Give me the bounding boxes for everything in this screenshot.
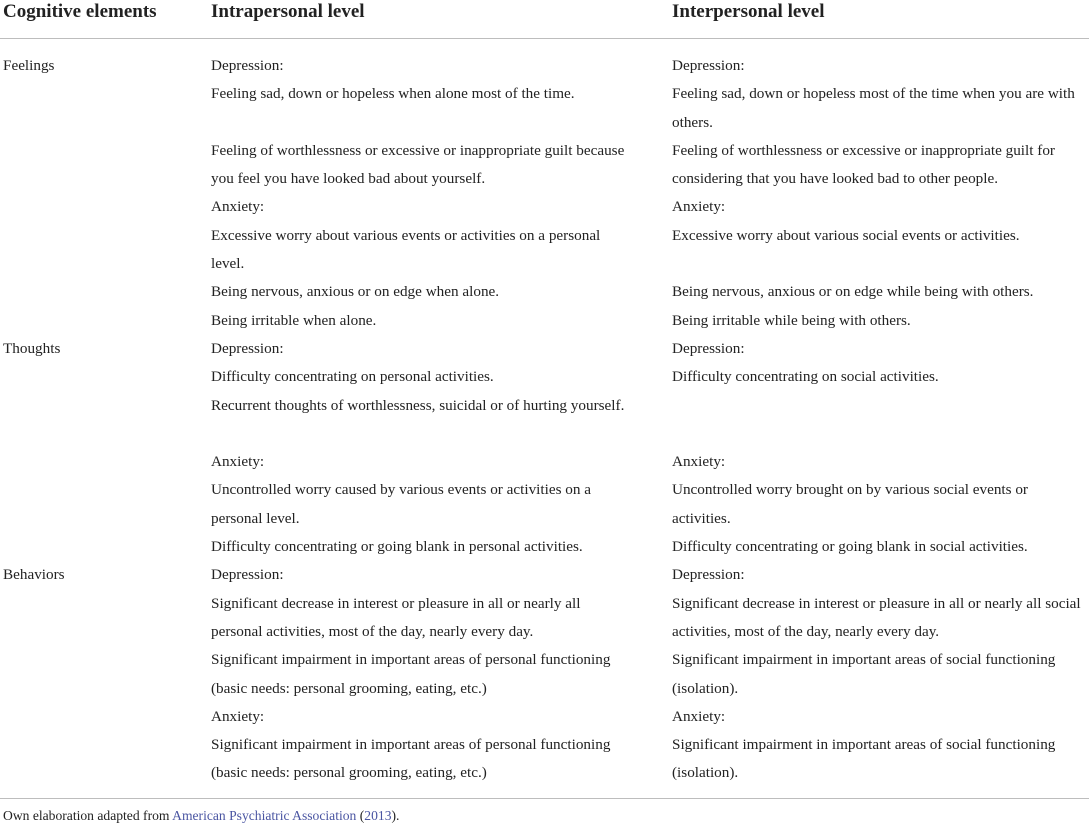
cell-intrapersonal: Feeling sad, down or hopeless when alone most of the time. <box>211 85 575 103</box>
table-header <box>0 0 1089 39</box>
cell-interpersonal: Anxiety: <box>672 707 726 725</box>
table-row <box>0 533 1089 561</box>
cell-interpersonal: Significant impairment in important areas of social functioning (isolation). <box>672 651 1056 697</box>
cell-intrapersonal: Anxiety: <box>211 453 265 471</box>
cell-interpersonal: Depression: <box>672 339 745 357</box>
footnote-suffix: ). <box>391 808 400 823</box>
cell-cognitive-element: Thoughts <box>3 339 61 357</box>
cell-interpersonal: Anxiety: <box>672 198 726 216</box>
cell-intrapersonal: Difficulty concentrating on personal activities. <box>211 368 494 386</box>
footnote-middle: ( <box>356 808 365 823</box>
cell-intrapersonal: Depression: <box>211 566 284 584</box>
table-row <box>0 392 1089 449</box>
cell-intrapersonal: Significant decrease in interest or pleasure in all or nearly all personal activities, most of the day, nearly every day. <box>211 594 581 640</box>
cell-interpersonal: Being nervous, anxious or on edge while being with others. <box>672 283 1034 301</box>
table-row <box>0 80 1089 137</box>
table-row <box>0 222 1089 279</box>
table-row <box>0 193 1089 221</box>
cell-interpersonal: Excessive worry about various social events or activities. <box>672 226 1020 244</box>
cell-intrapersonal: Significant impairment in important areas of personal functioning (basic needs: personal grooming, eating, etc.) <box>211 651 611 697</box>
cell-intrapersonal: Uncontrolled worry caused by various events or activities on a personal level. <box>211 481 591 527</box>
table-row <box>0 476 1089 533</box>
footnote-source-link[interactable]: American Psychiatric Association <box>172 808 357 823</box>
cell-intrapersonal: Recurrent thoughts of worthlessness, suicidal or of hurting yourself. <box>211 396 625 414</box>
cell-interpersonal: Significant decrease in interest or pleasure in all or nearly all social activities, most of the day, nearly every day. <box>672 594 1081 640</box>
cell-interpersonal: Difficulty concentrating on social activities. <box>672 368 939 386</box>
cell-intrapersonal: Being irritable when alone. <box>211 311 377 329</box>
cell-interpersonal: Anxiety: <box>672 453 726 471</box>
cell-intrapersonal: Difficulty concentrating or going blank in personal activities. <box>211 538 583 556</box>
table-row <box>0 590 1089 647</box>
table-row <box>0 646 1089 703</box>
cell-interpersonal: Depression: <box>672 57 745 74</box>
cell-intrapersonal: Being nervous, anxious or on edge when alone. <box>211 283 500 301</box>
table-body <box>0 39 1089 788</box>
cell-intrapersonal: Significant impairment in important areas of personal functioning (basic needs: personal grooming, eating, etc.) <box>211 736 611 782</box>
footnote-year-link[interactable]: 2013 <box>364 808 392 823</box>
footer-divider <box>0 798 1089 799</box>
cell-interpersonal: Feeling sad, down or hopeless most of the time when you are with others. <box>672 85 1075 131</box>
cell-intrapersonal: Depression: <box>211 339 284 357</box>
table-row <box>0 307 1089 335</box>
table-row <box>0 335 1089 363</box>
table-row <box>0 448 1089 476</box>
table-row <box>0 731 1089 788</box>
cell-interpersonal: Being irritable while being with others. <box>672 311 911 329</box>
cell-intrapersonal: Depression: <box>211 57 284 74</box>
cell-interpersonal: Feeling of worthlessness or excessive or inappropriate guilt for considering that you have looked bad to other people. <box>672 141 1055 188</box>
cell-interpersonal: Significant impairment in important areas of social functioning (isolation). <box>672 736 1056 782</box>
cell-intrapersonal: Feeling of worthlessness or excessive or inappropriate guilt because you feel you have looked bad about yourself. <box>211 141 625 188</box>
cell-interpersonal: Depression: <box>672 566 745 584</box>
table-row <box>0 703 1089 731</box>
header-cognitive-elements: Cognitive elements <box>3 1 157 22</box>
table-row <box>0 561 1089 589</box>
cell-intrapersonal: Anxiety: <box>211 198 265 216</box>
table-row <box>0 52 1089 80</box>
table-row <box>0 363 1089 391</box>
table-footnote <box>3 807 399 824</box>
cell-intrapersonal: Excessive worry about various events or activities on a personal level. <box>211 226 601 273</box>
cell-cognitive-element: Feelings <box>3 57 55 74</box>
cell-interpersonal: Uncontrolled worry brought on by various social events or activities. <box>672 481 1028 527</box>
header-interpersonal-level: Interpersonal level <box>672 1 825 22</box>
cell-interpersonal: Difficulty concentrating or going blank in social activities. <box>672 538 1028 556</box>
footnote-prefix: Own elaboration adapted from <box>3 808 173 823</box>
table-row <box>0 278 1089 306</box>
header-intrapersonal-level: Intrapersonal level <box>211 1 365 22</box>
cell-intrapersonal: Anxiety: <box>211 707 265 725</box>
table-row <box>0 137 1089 194</box>
cell-cognitive-element: Behaviors <box>3 566 65 584</box>
